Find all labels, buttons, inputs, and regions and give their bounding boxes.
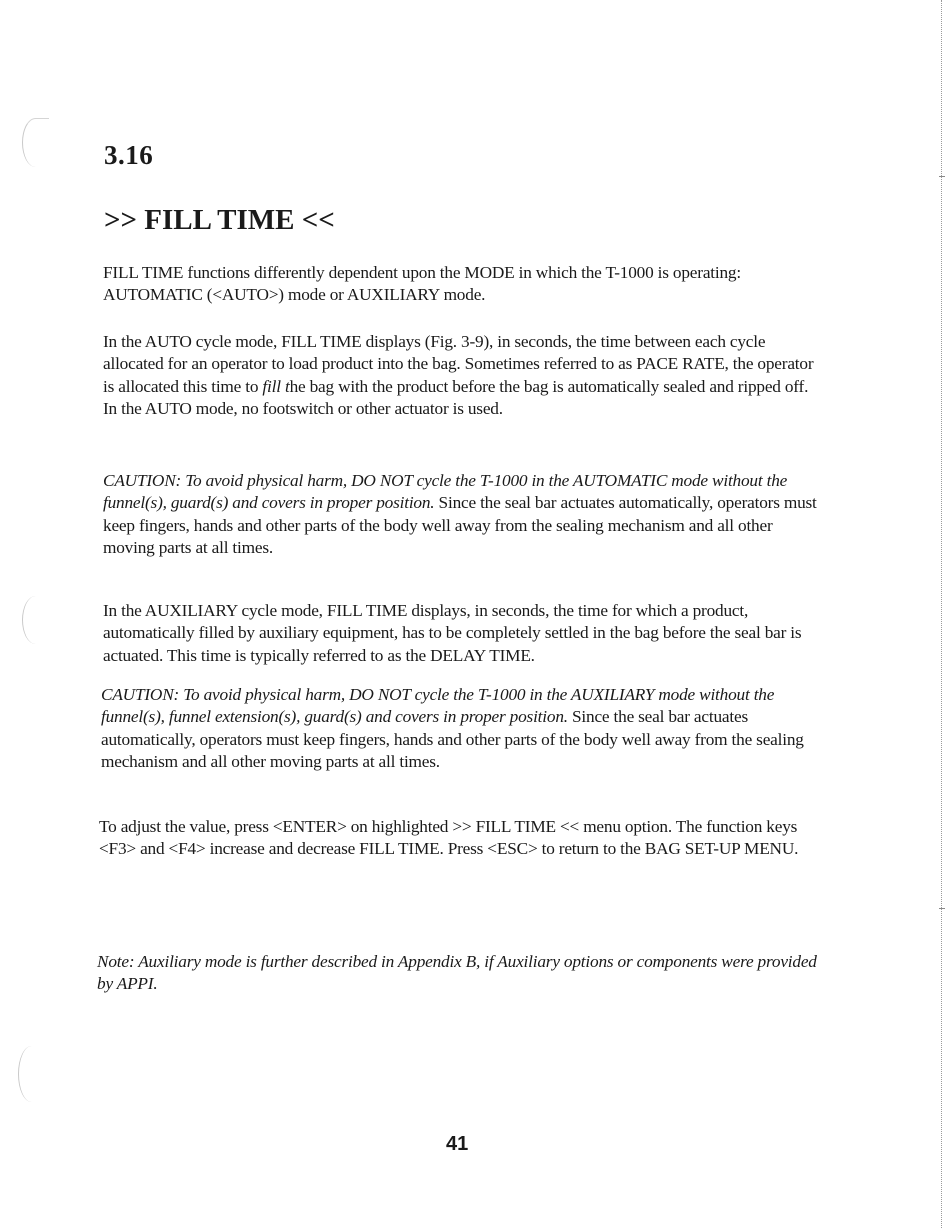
scan-edge-tick bbox=[939, 176, 945, 177]
punch-hole-mark bbox=[22, 118, 49, 167]
note-paragraph: Note: Auxiliary mode is further described in Appendix B, if Auxiliary options or components were provided by APPI. bbox=[97, 952, 817, 994]
caution-auxiliary-paragraph bbox=[101, 684, 821, 774]
auto-mode-text-end: he bag with the product before the bag is automatically sealed and ripped off. In the AUTO mode, no footswitch or other actuator is used. bbox=[103, 376, 809, 419]
auxiliary-mode-paragraph: In the AUXILIARY cycle mode, FILL TIME displays, in seconds, the time for which a product, automatically filled by auxiliary equipment, has to be completely settled in the bag before the seal bar is actuated. This time is typically referred to as the DELAY TIME. bbox=[103, 601, 802, 665]
scan-edge-tick bbox=[939, 908, 945, 909]
punch-hole-mark bbox=[22, 596, 49, 644]
section-number: 3.16 bbox=[104, 140, 154, 170]
caution-auxiliary-text: Since the seal bar actuates automatically, operators must keep fingers, hands and other parts of the body well away from the sealing mechanism and all other moving parts at all times. bbox=[101, 707, 804, 772]
punch-hole-mark bbox=[18, 1046, 45, 1102]
auto-mode-emphasis: fill t bbox=[262, 376, 290, 396]
caution-auxiliary-warning: CAUTION: To avoid physical harm, DO NOT cycle the T-1000 in the AUXILIARY mode without the funnel(s), funnel extension(s), guard(s) and covers in proper position. bbox=[101, 685, 775, 727]
auto-mode-paragraph bbox=[103, 331, 823, 421]
intro-paragraph: FILL TIME functions differently dependent upon the MODE in which the T-1000 is operating: AUTOMATIC (<AUTO>) mode or AUXILIARY mode. bbox=[103, 263, 741, 305]
adjust-instructions-paragraph: To adjust the value, press <ENTER> on highlighted >> FILL TIME << menu option. The function keys <F3> and <F4> increase and decrease FILL TIME. Press <ESC> to return to the BAG SET-UP MENU. bbox=[99, 817, 799, 859]
caution-auto-warning: CAUTION: To avoid physical harm, DO NOT cycle the T-1000 in the AUTOMATIC mode without the funnel(s), guard(s) and covers in proper position. bbox=[103, 471, 788, 513]
page-number: 41 bbox=[446, 1133, 469, 1155]
section-title: >> FILL TIME << bbox=[104, 204, 335, 236]
auto-mode-text: In the AUTO cycle mode, FILL TIME displays (Fig. 3-9), in seconds, the time between each cycle allocated for an operator to load product into the bag. Sometimes referred to as PACE RATE, the operator is allocated this time to bbox=[103, 332, 814, 396]
caution-auto-paragraph bbox=[103, 470, 823, 560]
scan-edge-line bbox=[941, 0, 942, 1228]
caution-auto-text: Since the seal bar actuates automatically, operators must keep fingers, hands and other parts of the body well away from the sealing mechanism and all other moving parts at all times. bbox=[103, 493, 817, 558]
